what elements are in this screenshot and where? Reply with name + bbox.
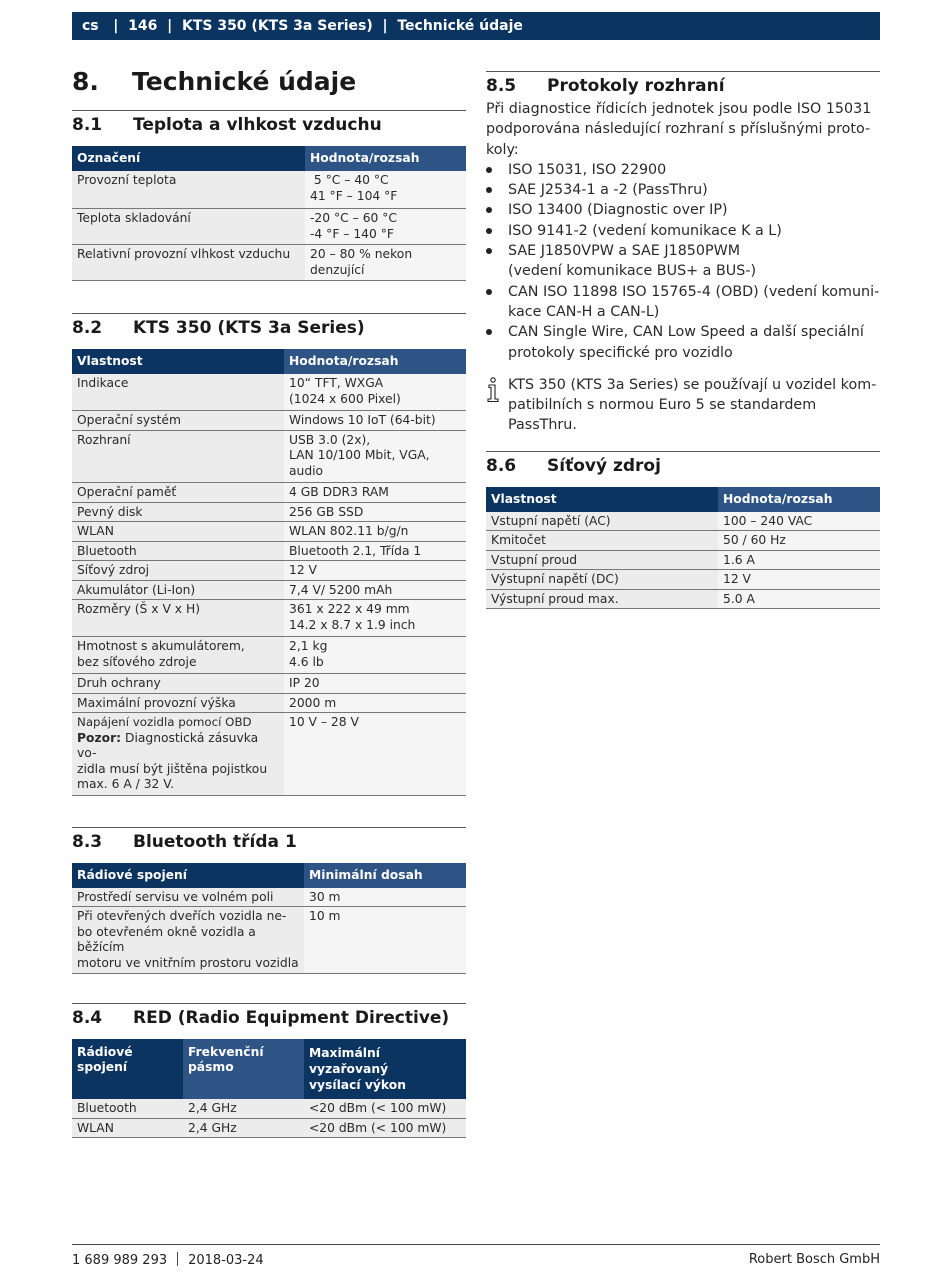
table-row-obd-power: Napájení vozidla pomocí OBD Pozor: Diagnostická zásuvka vo- zidla musí být jištěna pojistkou max. 6 A / 32 V. 10 V – 28 V (72, 713, 466, 796)
bullet-icon (486, 187, 492, 193)
table-row: Rozhraní USB 3.0 (2x), LAN 10/100 Mbit, VGA, audio (72, 430, 466, 483)
page-header: cs | 146 | KTS 350 (KTS 3a Series) | Technické údaje (72, 12, 880, 40)
header-product: KTS 350 (KTS 3a Series) (181, 18, 373, 34)
table-row: Operační paměť 4 GB DDR3 RAM (72, 483, 466, 503)
table-row: Prostředí servisu ve volném poli 30 m (72, 888, 466, 907)
footer-company: Robert Bosch GmbH (748, 1252, 880, 1267)
list-item: SAE J2534-1 a -2 (PassThru) (486, 180, 880, 200)
red-directive-table (72, 1039, 466, 1138)
table-header-row: Rádiové spojení Frekvenční pásmo Maximální vyzařovaný vysílací výkon (72, 1039, 466, 1099)
footer-divider (72, 1244, 880, 1245)
table-row: Vstupní proud 1.6 A (486, 550, 880, 570)
chapter-title: 8. Technické údaje (72, 67, 357, 96)
table-row: Maximální provozní výška 2000 m (72, 693, 466, 713)
list-item: ISO 13400 (Diagnostic over IP) (486, 200, 880, 220)
table-row: Druh ochrany IP 20 (72, 674, 466, 694)
table-row: Síťový zdroj 12 V (72, 561, 466, 581)
table-row: Indikace 10“ TFT, WXGA (1024 x 600 Pixel) (72, 374, 466, 411)
header-section: Technické údaje (397, 18, 523, 34)
table-row: Výstupní napětí (DC) 12 V (486, 570, 880, 590)
header-lang: cs (82, 18, 99, 34)
list-item: ISO 9141-2 (vedení komunikace K a L) (486, 221, 880, 241)
table-row: Vstupní napětí (AC) 100 – 240 VAC (486, 512, 880, 531)
protocols-intro: Při diagnostice řídicích jednotek jsou podle ISO 15031 podporována následující rozhraní s příslušnými proto- koly: (486, 101, 872, 158)
bullet-icon (486, 289, 492, 295)
table-row: Výstupní proud max. 5.0 A (486, 589, 880, 609)
bullet-icon (486, 228, 492, 234)
footer-doc-number: 1 689 989 293 (72, 1253, 168, 1268)
header-page-number: 146 (128, 18, 158, 34)
list-item: CAN Single Wire, CAN Low Speed a další speciální protokoly specifické pro vozidlo (486, 322, 880, 363)
left-column (72, 60, 466, 1138)
info-note: KTS 350 (KTS 3a Series) se používají u vozidel kom- patibilních s normou Euro 5 se standardem PassThru. (486, 375, 880, 436)
section-8-4-title: 8.4 RED (Radio Equipment Directive) (72, 1003, 466, 1039)
footer-date: 2018-03-24 (188, 1253, 264, 1268)
table-row: Rozměry (Š x V x H) 361 x 222 x 49 mm 14.2 x 8.7 x 1.9 inch (72, 600, 466, 637)
bullet-icon (486, 207, 492, 213)
list-item: SAE J1850VPW a SAE J1850PWM (vedení komunikace BUS+ a BUS-) (486, 241, 880, 282)
table-header-row: Rádiové spojení Minimální dosah (72, 863, 466, 888)
table-row: WLAN 2,4 GHz <20 dBm (< 100 mW) (72, 1118, 466, 1138)
table-row: Relativní provozní vlhkost vzduchu 20 – 80 % nekon denzující (72, 245, 466, 281)
list-item: CAN ISO 11898 ISO 15765-4 (OBD) (vedení komuni- kace CAN-H a CAN-L) (486, 282, 880, 323)
device-specs-table (72, 349, 466, 796)
protocol-list (486, 160, 880, 363)
table-row: Teplota skladování -20 °C – 60 °C -4 °F – 140 °F (72, 209, 466, 245)
section-8-3-title: 8.3 Bluetooth třída 1 (72, 827, 466, 863)
bullet-icon (486, 329, 492, 335)
section-8-2-title: 8.2 KTS 350 (KTS 3a Series) (72, 313, 466, 349)
table-row: Hmotnost s akumulátorem, bez síťového zdroje 2,1 kg 4.6 lb (72, 637, 466, 674)
table-row: Bluetooth 2,4 GHz <20 dBm (< 100 mW) (72, 1099, 466, 1118)
table-row: Kmitočet 50 / 60 Hz (486, 531, 880, 551)
table-row: Při otevřených dveřích vozidla ne- bo otevřeném okně vozidla a běžícím motoru ve vnitřním prostoru vozidla 10 m (72, 907, 466, 974)
table-row: Pevný disk 256 GB SSD (72, 502, 466, 522)
bullet-icon (486, 248, 492, 254)
table-header-row: Označení Hodnota/rozsah (72, 146, 466, 171)
table-row: Akumulátor (Li-Ion) 7,4 V/ 5200 mAh (72, 580, 466, 600)
table-row: Bluetooth Bluetooth 2.1, Třída 1 (72, 541, 466, 561)
right-column (486, 71, 880, 609)
table-row: WLAN WLAN 802.11 b/g/n (72, 522, 466, 542)
temperature-humidity-table (72, 146, 466, 281)
table-header-row: Vlastnost Hodnota/rozsah (486, 487, 880, 512)
section-8-5-title: 8.5 Protokoly rozhraní (486, 71, 880, 99)
table-row: Operační systém Windows 10 IoT (64-bit) (72, 411, 466, 431)
power-supply-table (486, 487, 880, 610)
table-row: Provozní teplota 5 °C – 40 °C 41 °F – 104 °F (72, 171, 466, 209)
list-item: ISO 15031, ISO 22900 (486, 160, 880, 180)
info-icon (486, 375, 508, 436)
bluetooth-range-table (72, 863, 466, 975)
page-footer (72, 1252, 880, 1268)
table-header-row: Vlastnost Hodnota/rozsah (72, 349, 466, 374)
section-8-6-title: 8.6 Síťový zdroj (486, 451, 880, 487)
bullet-icon (486, 167, 492, 173)
section-8-1-title: 8.1 Teplota a vlhkost vzduchu (72, 110, 466, 146)
